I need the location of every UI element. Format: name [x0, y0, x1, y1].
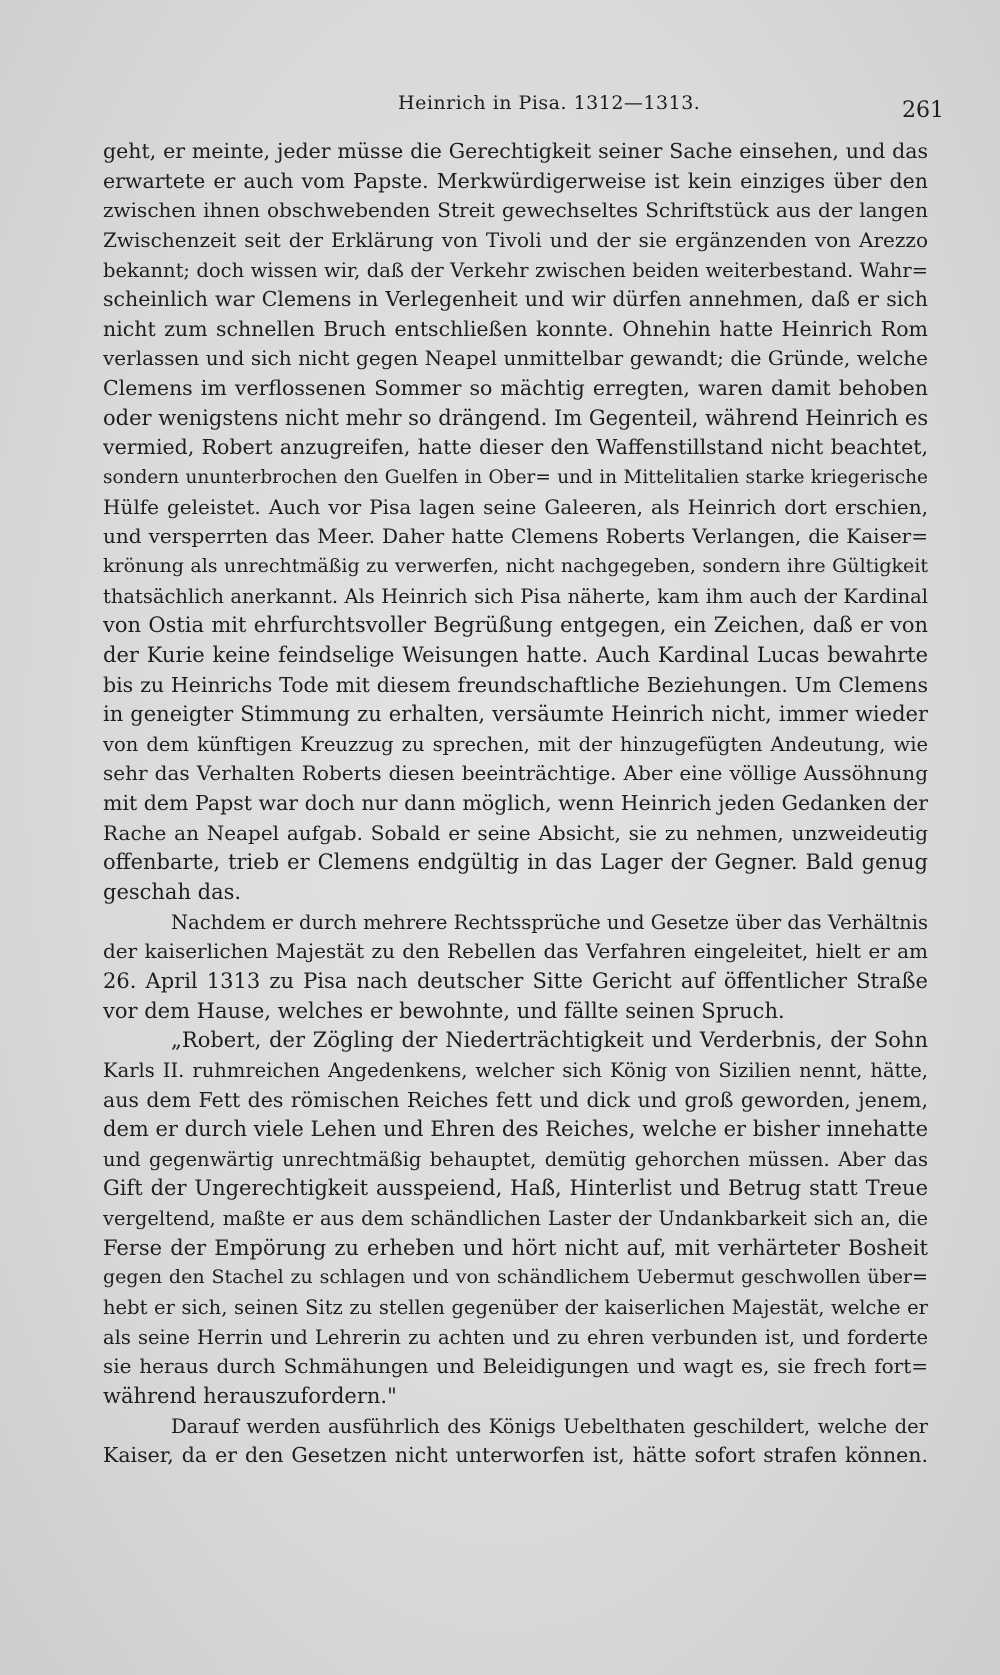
- text-line: sie heraus durch Schmähungen und Beleidigungen und wagt es, sie frech fort=: [103, 1354, 928, 1379]
- text-line: als seine Herrin und Lehrerin zu achten und zu ehren verbunden ist, und forderte: [103, 1325, 928, 1349]
- body-text: [103, 137, 928, 1471]
- text-line: bis zu Heinrichs Tode mit diesem freundschaftliche Beziehungen. Um Clemens: [103, 672, 928, 697]
- page-number: 261: [902, 98, 944, 123]
- text-line: scheinlich war Clemens in Verlegenheit und wir dürfen annehmen, daß er sich: [103, 287, 928, 312]
- text-line: zwischen ihnen obschwebenden Streit gewechseltes Schriftstück aus der langen: [103, 198, 928, 223]
- text-line: von Ostia mit ehrfurchtsvoller Begrüßung entgegen, ein Zeichen, daß er von: [103, 613, 928, 638]
- text-line: vergeltend, maßte er aus dem schändlichen Laster der Undankbarkeit sich an, die: [103, 1207, 928, 1231]
- text-line: während herauszufordern.": [103, 1383, 397, 1408]
- text-line: erwartete er auch vom Papste. Merkwürdigerweise ist kein einziges über den: [103, 168, 928, 193]
- text-line: Karls II. ruhmreichen Angedenkens, welcher sich König von Sizilien nennt, hätte,: [103, 1058, 928, 1082]
- text-line: geht, er meinte, jeder müsse die Gerechtigkeit seiner Sache einsehen, und das: [103, 139, 928, 163]
- text-line: vermied, Robert anzugreifen, hatte dieser den Waffenstillstand nicht beachtet,: [103, 435, 928, 460]
- text-line: sehr das Verhalten Roberts diesen beeinträchtige. Aber eine völlige Aussöhnung: [103, 761, 928, 786]
- text-line: verlassen und sich nicht gegen Neapel unmittelbar gewandt; die Gründe, welche: [103, 346, 928, 371]
- text-line: in geneigter Stimmung zu erhalten, versäumte Heinrich nicht, immer wieder: [103, 702, 928, 727]
- text-line: der Kurie keine feindselige Weisungen hatte. Auch Kardinal Lucas bewahrte: [103, 642, 928, 667]
- text-line: Zwischenzeit seit der Erklärung von Tivoli und der sie ergänzenden von Arezzo: [103, 227, 928, 252]
- text-line: sondern ununterbrochen den Guelfen in Ober= und in Mittelitalien starke kriegerische: [103, 467, 928, 489]
- text-line: bekannt; doch wissen wir, daß der Verkehr zwischen beiden weiterbestand. Wahr=: [103, 258, 928, 282]
- text-line: geschah das.: [103, 880, 242, 905]
- text-line: Hülfe geleistet. Auch vor Pisa lagen seine Galeeren, als Heinrich dort erschien,: [103, 494, 928, 519]
- text-line: mit dem Papst war doch nur dann möglich, wenn Heinrich jeden Gedanken der: [103, 791, 928, 816]
- text-line: dem er durch viele Lehen und Ehren des Reiches, welche er bisher innehatte: [103, 1117, 928, 1142]
- text-line: Rache an Neapel aufgab. Sobald er seine Absicht, sie zu nehmen, unzweideutig: [103, 820, 928, 845]
- text-line: Clemens im verflossenen Sommer so mächtig erregten, waren damit behoben: [103, 376, 928, 401]
- text-line: vor dem Hause, welches er bewohnte, und fällte seinen Spruch.: [103, 998, 785, 1023]
- running-title: Heinrich in Pisa. 1312—1313.: [398, 92, 701, 114]
- text-line: Nachdem er durch mehrere Rechtssprüche und Gesetze über das Verhältnis: [171, 910, 928, 934]
- text-line: Ferse der Empörung zu erheben und hört nicht auf, mit verhärteter Bosheit: [103, 1235, 928, 1260]
- text-line: oder wenigstens nicht mehr so drängend. Im Gegenteil, während Heinrich es: [103, 405, 928, 430]
- text-line: der kaiserlichen Majestät zu den Rebellen das Verfahren eingeleitet, hielt er am: [103, 939, 928, 964]
- text-line: und gegenwärtig unrechtmäßig behauptet, demütig gehorchen müssen. Aber das: [103, 1147, 928, 1171]
- text-line: und versperrten das Meer. Daher hatte Clemens Roberts Verlangen, die Kaiser=: [103, 524, 928, 549]
- text-line: Gift der Ungerechtigkeit ausspeiend, Haß, Hinterlist und Betrug statt Treue: [103, 1176, 928, 1201]
- text-line: Kaiser, da er den Gesetzen nicht unterworfen ist, hätte sofort strafen können.: [103, 1443, 928, 1468]
- text-line: hebt er sich, seinen Sitz zu stellen gegenüber der kaiserlichen Majestät, welche er: [103, 1295, 928, 1319]
- running-head: [0, 88, 1000, 128]
- text-line: von dem künftigen Kreuzzug zu sprechen, mit der hinzugefügten Andeutung, wie: [103, 732, 928, 756]
- text-line: krönung als unrechtmäßig zu verwerfen, nicht nachgegeben, sondern ihre Gültigkeit: [103, 554, 928, 577]
- text-line: gegen den Stachel zu schlagen und von schändlichem Uebermut geschwollen über=: [103, 1266, 928, 1289]
- text-line: offenbarte, trieb er Clemens endgültig in das Lager der Gegner. Bald genug: [103, 850, 928, 875]
- text-line: nicht zum schnellen Bruch entschließen konnte. Ohnehin hatte Heinrich Rom: [103, 316, 928, 341]
- text-line: „Robert, der Zögling der Niederträchtigkeit und Verderbnis, der Sohn: [171, 1028, 928, 1053]
- text-line: aus dem Fett des römischen Reiches fett und dick und groß geworden, jenem,: [103, 1087, 928, 1112]
- text-line: thatsächlich anerkannt. Als Heinrich sich Pisa näherte, kam ihm auch der Kardinal: [103, 584, 928, 608]
- text-line: 26. April 1313 zu Pisa nach deutscher Sitte Gericht auf öffentlicher Straße: [103, 968, 928, 993]
- text-line: Darauf werden ausführlich des Königs Uebelthaten geschildert, welche der: [171, 1414, 928, 1438]
